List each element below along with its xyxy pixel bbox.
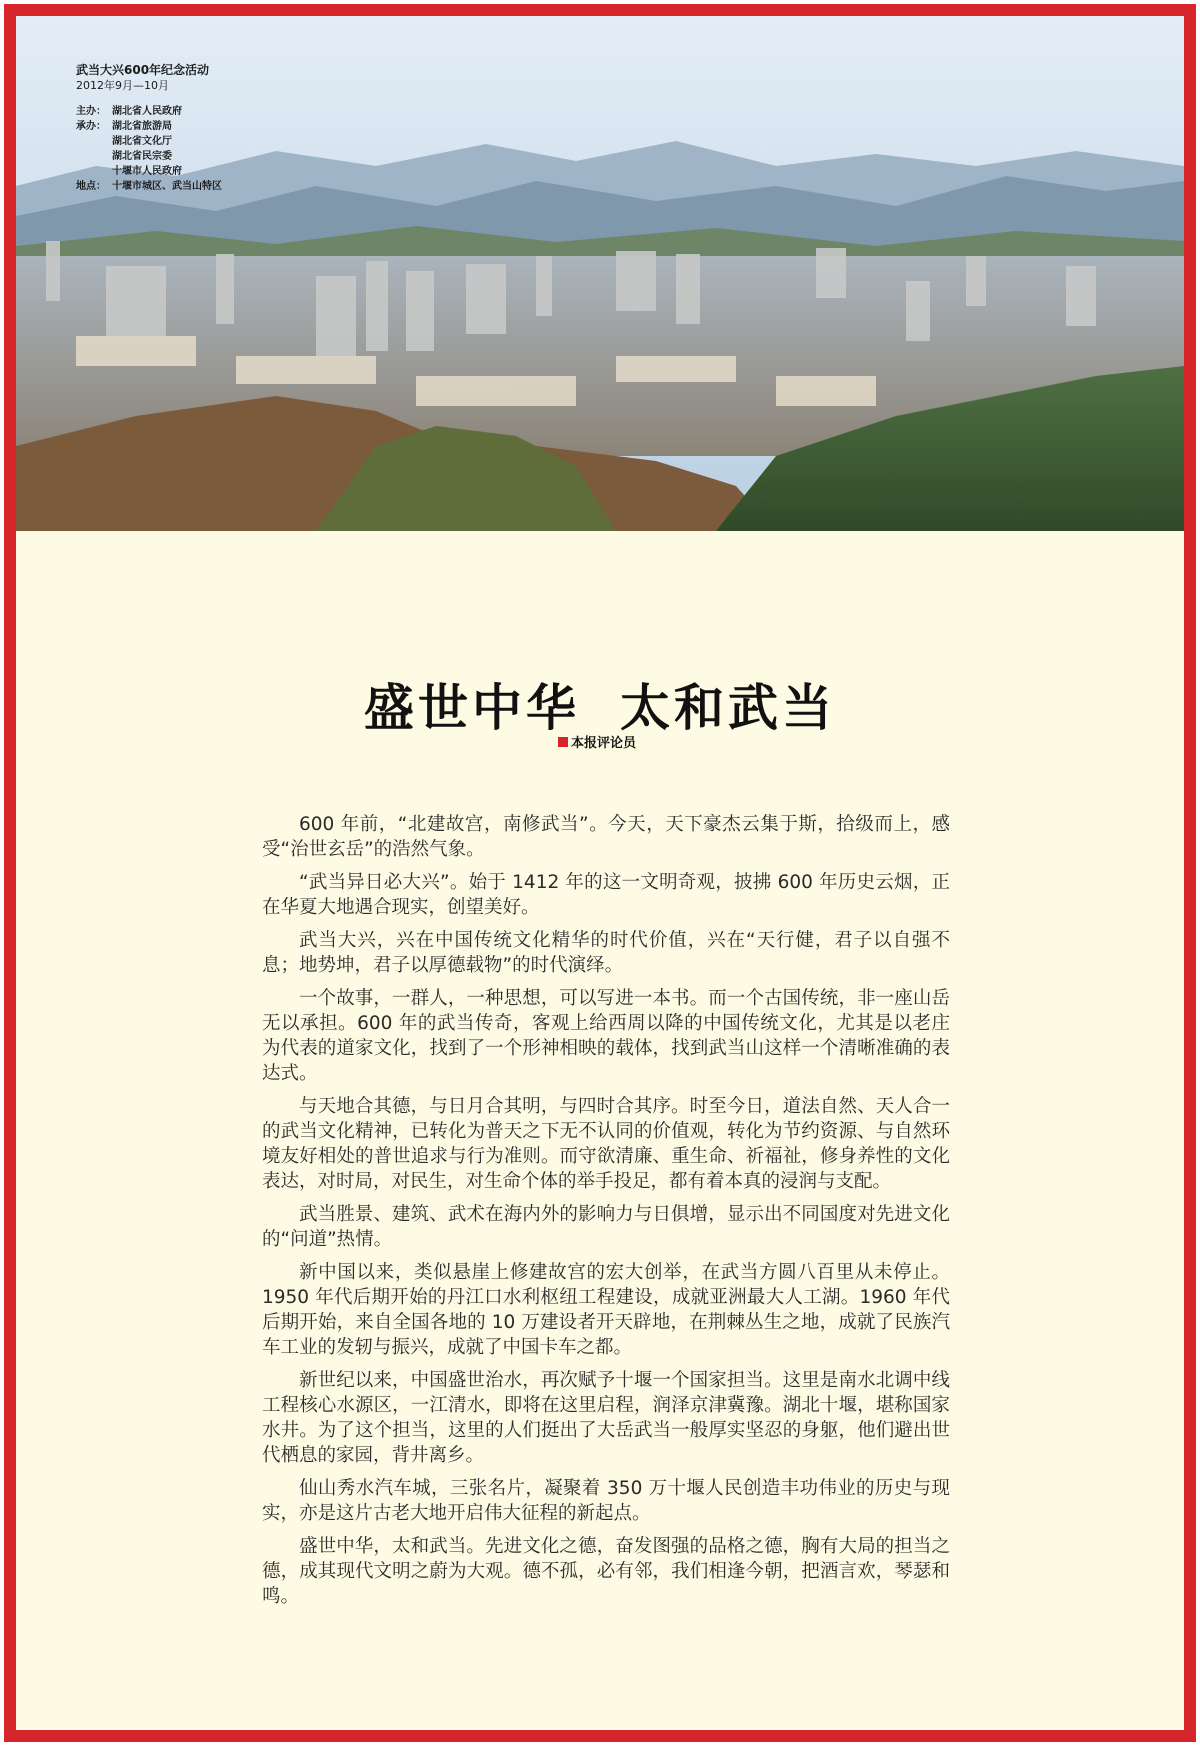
article-paragraph: 武当胜景、建筑、武术在海内外的影响力与日俱增，显示出不同国度对先进文化的“问道”热情。 bbox=[262, 1204, 950, 1250]
article-paragraph: 一个故事，一群人，一种思想，可以写进一本书。而一个古国传统，非一座山岳无以承担。600 年的武当传奇，客观上给西周以降的中国传统文化，尤其是以老庄为代表的道家文化，找到了一个形神相映的载体，找到武当山这样一个清晰准确的表达式。 bbox=[262, 988, 950, 1084]
organizer-value: 湖北省旅游局 bbox=[112, 121, 172, 132]
organizer-label: 地点： bbox=[76, 181, 106, 192]
byline-text: 本报评论员 bbox=[571, 736, 637, 751]
article-paragraph: 600 年前，“北建故宫，南修武当”。今天，天下豪杰云集于斯，拾级而上，感受“治世玄岳”的浩然气象。 bbox=[262, 814, 950, 860]
event-info bbox=[76, 62, 222, 194]
organizer-value: 十堰市城区、武当山特区 bbox=[112, 181, 222, 192]
organizer-row-host bbox=[76, 104, 222, 119]
organizer-row-venue bbox=[76, 179, 222, 194]
page-frame bbox=[4, 4, 1196, 1742]
byline bbox=[558, 732, 636, 751]
organizer-value: 湖北省人民政府 bbox=[112, 106, 182, 117]
event-title: 武当大兴600年纪念活动 bbox=[76, 63, 210, 77]
headline bbox=[16, 668, 1184, 740]
red-square-icon bbox=[558, 737, 568, 747]
article-paragraph: 盛世中华，太和武当。先进文化之德，奋发图强的品格之德，胸有大局的担当之德，成其现代文明之蔚为大观。德不孤，必有邻，我们相逢今朝，把酒言欢，琴瑟和鸣。 bbox=[262, 1536, 950, 1607]
article-paragraph: 新世纪以来，中国盛世治水，再次赋予十堰一个国家担当。这里是南水北调中线工程核心水源区，一江清水，即将在这里启程，润泽京津冀豫。湖北十堰，堪称国家水井。为了这个担当，这里的人们挺出了大岳武当一般厚实坚忍的身躯，他们避出世代栖息的家园，背井离乡。 bbox=[262, 1370, 950, 1466]
event-dates: 2012年9月—10月 bbox=[76, 79, 169, 92]
article-paragraph: 武当大兴，兴在中国传统文化精华的时代价值，兴在“天行健，君子以自强不息；地势坤，君子以厚德载物”的时代演绎。 bbox=[262, 930, 950, 976]
article-paragraph: 新中国以来，类似悬崖上修建故宫的宏大创举，在武当方圆八百里从未停止。1950 年代后期开始的丹江口水利枢纽工程建设，成就亚洲最大人工湖。1960 年代后期开始，来自全国各地的 10 万建设者开天辟地，在荆棘丛生之地，成就了民族汽车工业的发轫与振兴，成就了中国卡车之都。 bbox=[262, 1262, 950, 1358]
headline-part-2: 太和武当 bbox=[620, 678, 836, 737]
organizer-value: 湖北省文化厅 bbox=[112, 136, 172, 147]
organizer-value: 湖北省民宗委 bbox=[112, 151, 172, 162]
article-paragraph: 与天地合其德，与日月合其明，与四时合其序。时至今日，道法自然、天人合一的武当文化精神，已转化为普天之下无不认同的价值观，转化为节约资源、与自然环境友好相处的普世追求与行为准则。而守欲清廉、重生命、祈福祉，修身养性的文化表达，对时局，对民生，对生命个体的举手投足，都有着本真的浸润与支配。 bbox=[262, 1096, 950, 1192]
organizer-label: 主办： bbox=[76, 106, 106, 117]
article-body bbox=[262, 812, 950, 1617]
article-paragraph: “武当异日必大兴”。始于 1412 年的这一文明奇观，披拂 600 年历史云烟，正在华夏大地遇合现实，创望美好。 bbox=[262, 872, 950, 918]
organizer-row-undertaker bbox=[76, 119, 222, 179]
article-paragraph: 仙山秀水汽车城，三张名片，凝聚着 350 万十堰人民创造丰功伟业的历史与现实，亦是这片古老大地开启伟大征程的新起点。 bbox=[262, 1478, 950, 1524]
organizer-value: 十堰市人民政府 bbox=[112, 166, 182, 177]
organizer-label: 承办： bbox=[76, 121, 106, 132]
headline-part-1: 盛世中华 bbox=[364, 678, 580, 737]
